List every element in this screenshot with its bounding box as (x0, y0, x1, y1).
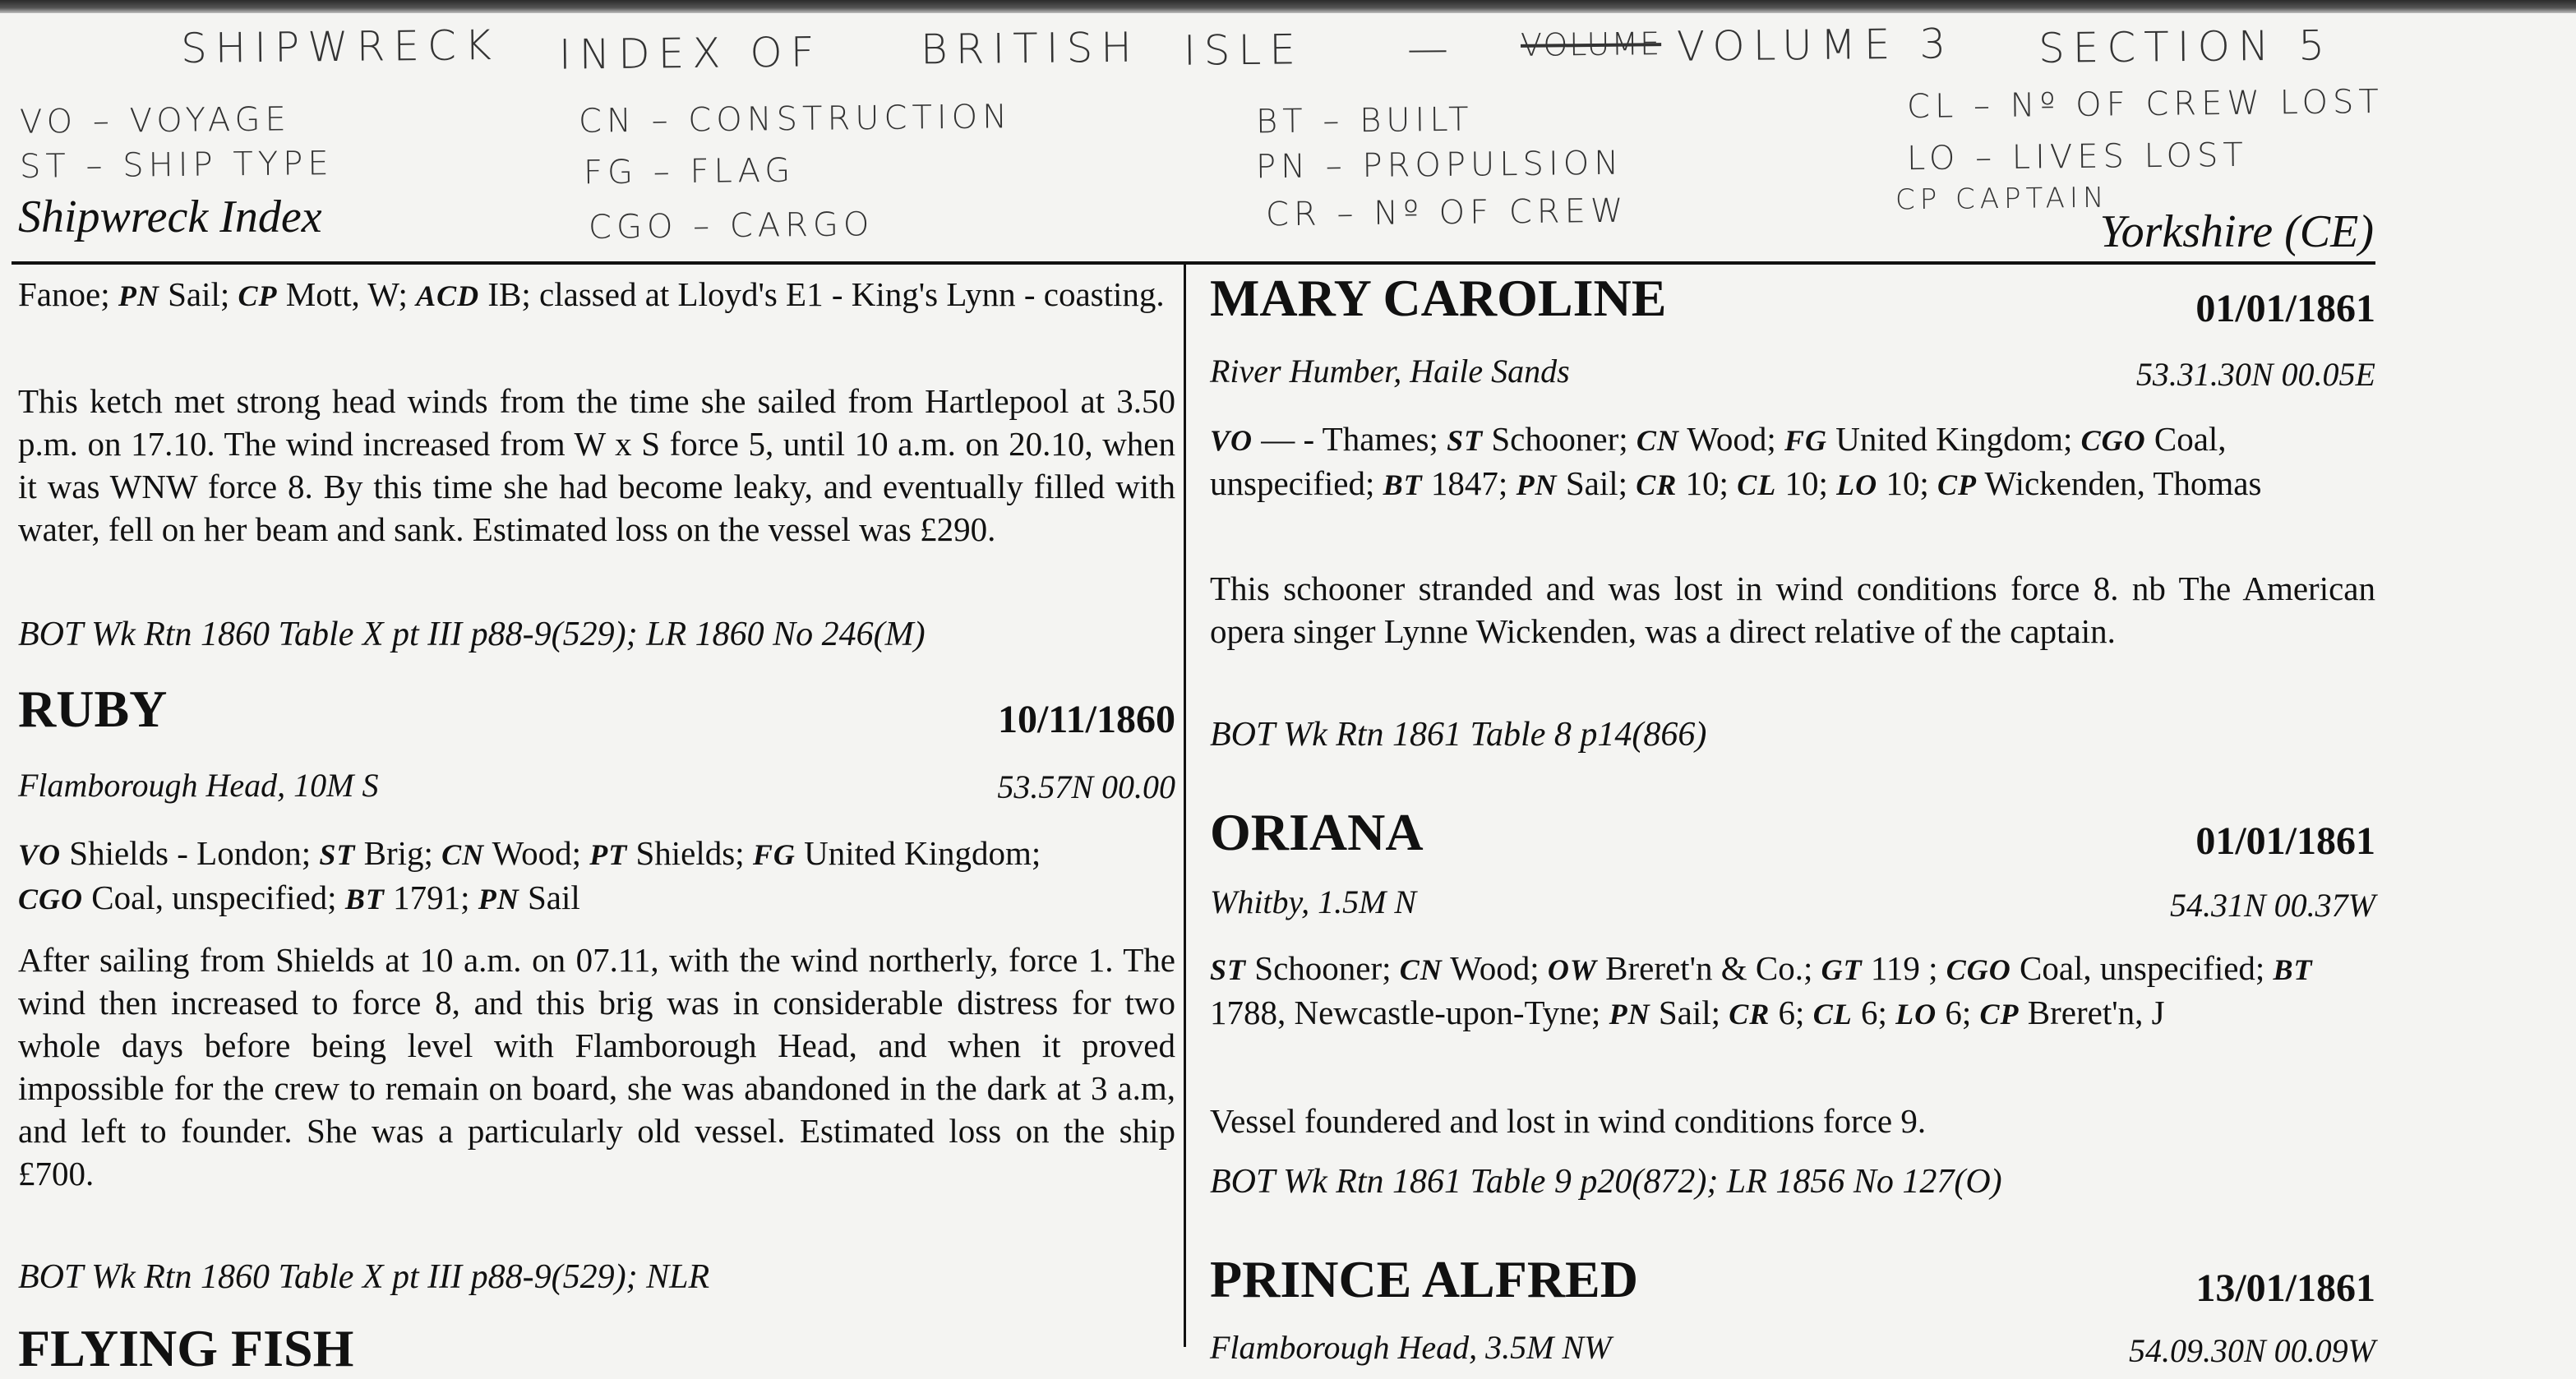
ship-date-oriana: 01/01/1861 (2195, 819, 2375, 863)
field-abbrev: CN (1636, 424, 1679, 457)
field-value: Mott, W; (277, 275, 417, 313)
field-abbrev: ACD (416, 279, 480, 312)
field-value: 1788, Newcastle-upon-Tyne; (1210, 994, 1609, 1031)
field-value: Wood; (1678, 420, 1784, 458)
field-value: 10; (1877, 464, 1938, 502)
hw-legend-cp: CP CAPTAIN (1895, 181, 2109, 217)
field-value: IB; classed at Lloyd's E1 - King's Lynn - coasting. (479, 275, 1165, 313)
hw-title-isle: ISLE (1183, 25, 1304, 75)
field-value: Shields; (627, 834, 753, 872)
scan-top-edge (0, 0, 2576, 13)
hw-legend-bt: BT – BUILT (1255, 100, 1474, 141)
field-value: 10; (1776, 464, 1837, 502)
field-value: 1791; (384, 879, 478, 916)
hw-title-section: SECTION 5 (2038, 21, 2334, 72)
hw-title-shipwreck: SHIPWRECK (180, 21, 501, 73)
field-abbrev: PN (118, 279, 159, 312)
field-value: 119 ; (1862, 949, 1946, 987)
entry-reference-continued: BOT Wk Rtn 1860 Table X pt III p88-9(529); LR 1860 No 246(M) (18, 616, 926, 653)
field-abbrev: CR (1636, 468, 1678, 501)
field-abbrev: LO (1895, 998, 1937, 1031)
field-abbrev: CN (1399, 953, 1443, 986)
field-abbrev: BT (2273, 953, 2313, 986)
ship-reference-oriana: BOT Wk Rtn 1861 Table 9 p20(872); LR 1856 No 127(O) (1210, 1163, 2002, 1201)
ship-name-next-left: FLYING FISH (18, 1319, 354, 1377)
ship-narrative-ruby: After sailing from Shields at 10 a.m. on 07.11, with the wind northerly, force 1. The wind then increased to force 8, and this brig was in considerable distress for two whole days before being level with Flamborough Head, and when it proved impossible for the crew to remain on board, she was abandoned in the dark at 3 a.m, and left to founder. She was a particularly old vessel. Estimated loss on the ship £700. (18, 941, 1175, 1192)
column-divider (1184, 265, 1186, 1347)
running-header-right: Yorkshire (CE) (2099, 206, 2374, 257)
ship-date-ruby: 10/11/1860 (997, 698, 1175, 741)
field-value: Sail; (159, 275, 238, 313)
ship-reference-mary-caroline: BOT Wk Rtn 1861 Table 8 p14(866) (1210, 716, 1707, 754)
ship-location-oriana: Whitby, 1.5M N (1210, 883, 1417, 920)
field-abbrev: CN (441, 838, 485, 871)
running-header-left: Shipwreck Index (18, 191, 322, 242)
field-value: Sail (519, 879, 580, 916)
field-abbrev: CP (1979, 998, 2020, 1031)
ship-date-mary-caroline: 01/01/1861 (2195, 287, 2375, 330)
field-abbrev: PN (478, 883, 519, 915)
field-value: Sail; (1557, 464, 1637, 502)
ship-name-prince-alfred: PRINCE ALFRED (1210, 1250, 1638, 1308)
ship-location-mary-caroline: River Humber, Haile Sands (1210, 353, 1570, 390)
ship-name-oriana: ORIANA (1210, 803, 1424, 861)
field-value: 6; (1770, 994, 1813, 1031)
field-value: Fanoe; (18, 275, 118, 313)
hw-legend-cn: CN – CONSTRUCTION (578, 98, 1013, 141)
field-abbrev: FG (1784, 424, 1827, 457)
field-abbrev: ST (319, 838, 356, 871)
ship-position-mary-caroline: 53.31.30N 00.05E (2135, 356, 2375, 393)
field-abbrev: PN (1516, 468, 1558, 501)
hw-title-volume: VOLUME 3 (1676, 20, 1955, 71)
ship-details-mary-caroline (1210, 417, 2369, 506)
field-value: United Kingdom; (1826, 420, 2081, 458)
field-abbrev: ST (1447, 424, 1484, 457)
field-abbrev: CP (1937, 468, 1978, 501)
field-value: 10; (1677, 464, 1738, 502)
field-abbrev: PN (1609, 998, 1650, 1031)
ship-details-oriana (1210, 947, 2352, 1035)
field-value: Brig; (355, 834, 442, 872)
hw-title-british: BRITISH (920, 23, 1141, 74)
field-abbrev: CR (1729, 998, 1770, 1031)
ship-narrative-oriana: Vessel foundered and lost in wind conditions force 9. (1210, 1102, 1927, 1140)
ship-position-prince-alfred: 54.09.30N 00.09W (2129, 1332, 2375, 1369)
field-value: Schooner; (1246, 949, 1400, 987)
ship-position-oriana: 54.31N 00.37W (2170, 887, 2375, 924)
field-abbrev: OW (1547, 953, 1597, 986)
hw-legend-fg: FG – FLAG (583, 151, 796, 192)
hw-legend-lo: LO – LIVES LOST (1906, 136, 2248, 178)
field-abbrev: LO (1836, 468, 1878, 501)
ship-narrative-mary-caroline: This schooner stranded and was lost in wind conditions force 8. nb The American opera singer Lynne Wickenden, was a direct relative of the captain. (1210, 570, 2375, 650)
ship-reference-ruby: BOT Wk Rtn 1860 Table X pt III p88-9(529); NLR (18, 1258, 710, 1296)
hw-legend-cr: CR – Nº OF CREW (1265, 191, 1628, 234)
ship-name-ruby: RUBY (18, 680, 168, 738)
field-abbrev: VO (1210, 424, 1253, 457)
field-abbrev: CGO (1946, 953, 2011, 986)
field-value: United Kingdom; (795, 834, 1041, 872)
hw-legend-st: ST – SHIP TYPE (19, 145, 334, 186)
field-value: Schooner; (1483, 420, 1637, 458)
field-abbrev: GT (1821, 953, 1863, 986)
field-value: Coal, unspecified; (83, 879, 345, 916)
hw-title-dash: — (1406, 24, 1457, 73)
field-abbrev: CL (1812, 998, 1853, 1031)
header-rule (12, 261, 2375, 265)
field-value: Coal, unspecified; (2010, 949, 2274, 987)
hw-legend-vo: VO – VOYAGE (19, 100, 292, 141)
hw-struck-word: VOLUME (1520, 25, 1662, 63)
field-value: Coal, unspecified; (1210, 420, 2227, 502)
field-value: Wood; (484, 834, 590, 872)
field-value: 6; (1852, 994, 1896, 1031)
hw-title-index-of: INDEX OF (558, 28, 823, 79)
hw-legend-cgo: CGO – CARGO (588, 205, 875, 247)
entry-narrative-continued: This ketch met strong head winds from the time she sailed from Hartlepool at 3.50 p.m. on 17.10. The wind increased from W x S force 5, until 10 a.m. on 20.10, when it was WNW force 8. By this time she had become leaky, and eventually filled with water, fell on her beam and sank. Estimated loss on the vessel was £290. (18, 382, 1175, 548)
field-value: Breret'n, J (2019, 994, 2165, 1031)
field-abbrev: BT (344, 883, 385, 915)
ship-location-prince-alfred: Flamborough Head, 3.5M NW (1210, 1329, 1612, 1366)
hw-legend-cl: CL – Nº OF CREW LOST (1906, 82, 2384, 127)
field-abbrev: PT (589, 838, 628, 871)
ship-name-mary-caroline: MARY CAROLINE (1210, 269, 1667, 327)
field-abbrev: BT (1383, 468, 1423, 501)
field-value: Wood; (1442, 949, 1548, 987)
field-value: Sail; (1650, 994, 1729, 1031)
field-abbrev: CL (1737, 468, 1777, 501)
field-abbrev: VO (18, 838, 62, 871)
field-value: Breret'n & Co.; (1596, 949, 1821, 987)
hw-legend-pn: PN – PROPULSION (1255, 144, 1624, 187)
field-abbrev: CGO (2080, 424, 2146, 457)
entry-details-continued (18, 273, 1175, 317)
field-abbrev: CP (238, 279, 278, 312)
field-abbrev: ST (1210, 953, 1247, 986)
field-value: 1847; (1422, 464, 1517, 502)
ship-date-prince-alfred: 13/01/1861 (2195, 1266, 2375, 1310)
field-value: Shields - London; (61, 834, 320, 872)
ship-location-ruby: Flamborough Head, 10M S (18, 767, 379, 804)
field-abbrev: FG (752, 838, 796, 871)
field-abbrev: CGO (18, 883, 84, 915)
field-value: — - Thames; (1253, 420, 1447, 458)
ship-position-ruby: 53.57N 00.00 (997, 768, 1175, 805)
field-value: Wickenden, Thomas (1977, 464, 2262, 502)
ship-details-ruby (18, 832, 1111, 920)
field-value: 6; (1937, 994, 1980, 1031)
